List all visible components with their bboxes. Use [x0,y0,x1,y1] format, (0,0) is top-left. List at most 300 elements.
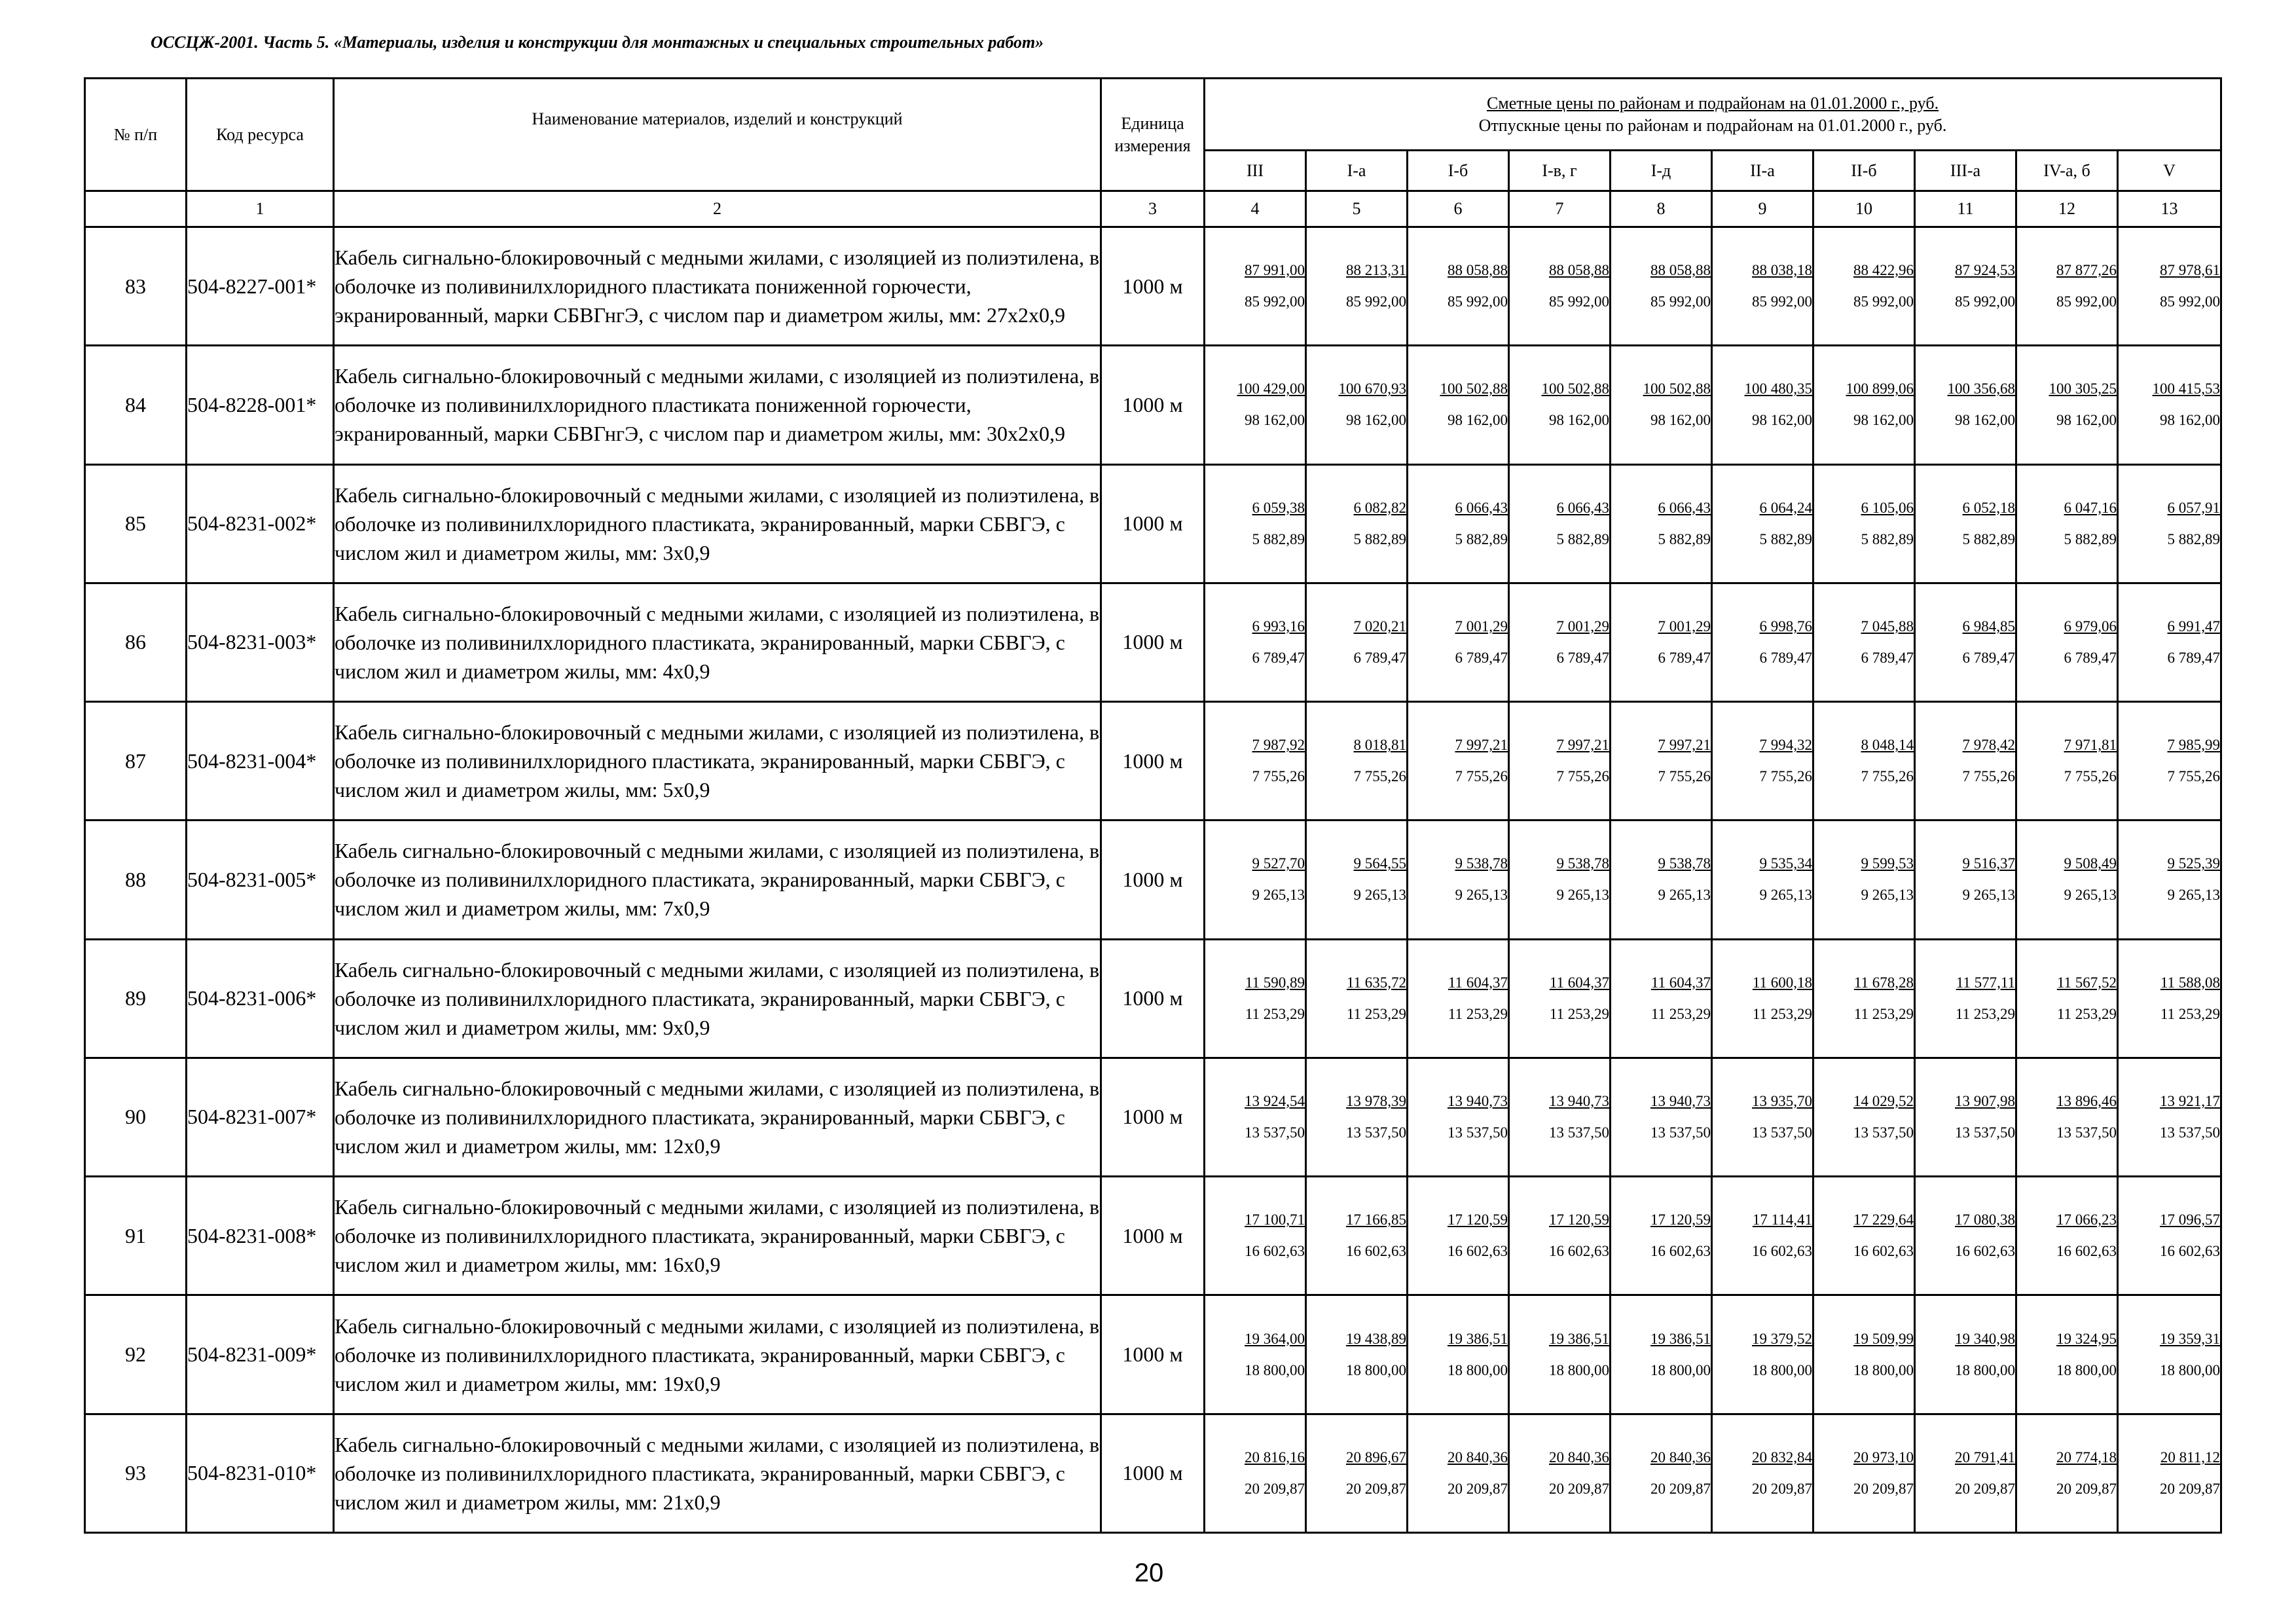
estimated-price: 19 379,52 [1752,1330,1812,1347]
wholesale-price: 18 800,00 [1245,1361,1305,1378]
wholesale-price: 98 162,00 [1245,412,1305,429]
price-cell [2016,1414,2118,1532]
region-header: II-б [1813,151,1915,191]
wholesale-price: 20 209,87 [1448,1480,1508,1497]
wholesale-price: 6 789,47 [1455,649,1508,666]
price-cell [1813,583,1915,701]
estimated-price: 7 987,92 [1252,737,1305,754]
estimated-price: 11 600,18 [1752,974,1812,991]
price-cell [1611,583,1712,701]
wholesale-price: 85 992,00 [1955,293,2015,310]
price-cell [1509,583,1611,701]
unit-of-measure: 1000 м [1101,939,1205,1058]
price-table [84,77,2222,1534]
wholesale-price: 11 253,29 [1245,1005,1305,1022]
wholesale-price: 13 537,50 [1955,1124,2015,1141]
wholesale-price: 16 602,63 [1650,1243,1711,1260]
price-cell [2118,1177,2221,1295]
price-cell [1915,821,2016,939]
estimated-price: 11 577,11 [1956,974,2015,991]
estimated-price: 13 940,73 [1650,1092,1711,1109]
column-number-cell: 13 [2118,191,2221,227]
price-cell [2118,702,2221,821]
estimated-price: 9 538,78 [1556,855,1609,872]
wholesale-price: 85 992,00 [1853,293,1914,310]
price-cell [1509,1295,1611,1414]
estimated-price: 9 538,78 [1455,855,1508,872]
column-number-cell: 12 [2016,191,2118,227]
wholesale-price: 85 992,00 [1448,293,1508,310]
price-cell [1712,464,1813,583]
wholesale-price: 7 755,26 [1353,768,1406,785]
row-number: 89 [85,939,187,1058]
estimated-price: 7 001,29 [1658,618,1711,635]
wholesale-price: 9 265,13 [1252,887,1305,904]
wholesale-price: 5 882,89 [1861,530,1914,547]
estimated-price: 17 120,59 [1549,1211,1609,1228]
wholesale-price: 13 537,50 [1448,1124,1508,1141]
estimated-price: 11 635,72 [1346,974,1406,991]
price-cell [1915,346,2016,464]
estimated-price: 7 985,99 [2167,737,2221,754]
wholesale-price: 11 253,29 [1650,1005,1711,1022]
price-cell [1712,583,1813,701]
price-cell [1813,1177,1915,1295]
wholesale-price: 9 265,13 [2064,887,2117,904]
row-number: 85 [85,464,187,583]
column-number-cell: 4 [1205,191,1306,227]
table-row [85,702,2221,821]
estimated-price: 6 059,38 [1252,499,1305,516]
row-number: 92 [85,1295,187,1414]
material-name: Кабель сигнально-блокировочный с медными жилами, с изоляцией из полиэтилена, в оболочке из поливинилхлоридного пластиката, экранированный, марки СБВГЭ, с числом жил и диаметром жилы, мм: 16х0,9 [334,1177,1101,1295]
wholesale-price: 9 265,13 [1455,887,1508,904]
region-header: II-а [1712,151,1813,191]
estimated-price: 13 935,70 [1752,1092,1812,1109]
estimated-price: 17 066,23 [2056,1211,2117,1228]
row-number: 87 [85,702,187,821]
column-number-cell: 9 [1712,191,1813,227]
price-cell [1915,702,2016,821]
unit-of-measure: 1000 м [1101,583,1205,701]
price-cell [1205,227,1306,346]
estimated-price: 88 058,88 [1448,262,1508,279]
wholesale-price: 5 882,89 [1556,530,1609,547]
price-cell [1611,1414,1712,1532]
price-cell [1306,227,1408,346]
price-cell [2016,939,2118,1058]
estimated-price: 11 604,37 [1448,974,1508,991]
column-number-cell: 10 [1813,191,1915,227]
price-cell [1205,1295,1306,1414]
unit-of-measure: 1000 м [1101,346,1205,464]
estimated-price: 6 105,06 [1861,499,1914,516]
price-cell [1408,583,1509,701]
price-cell [1306,702,1408,821]
price-cell [1712,1177,1813,1295]
price-cell [1611,346,1712,464]
estimated-price: 87 978,61 [2160,262,2221,279]
material-name: Кабель сигнально-блокировочный с медными жилами, с изоляцией из полиэтилена, в оболочке из поливинилхлоридного пластиката пониженной горючести, экранированный, марки СБВГнгЭ, с числом пар и диаметром жилы, мм: 30х2х0,9 [334,346,1101,464]
estimated-price: 13 940,73 [1549,1092,1609,1109]
price-cell [1915,1295,2016,1414]
price-cell [1509,464,1611,583]
estimated-price: 7 001,29 [1556,618,1609,635]
wholesale-price: 9 265,13 [1759,887,1812,904]
wholesale-price: 7 755,26 [1556,768,1609,785]
estimated-price: 13 907,98 [1955,1092,2015,1109]
price-cell [1611,702,1712,821]
price-cell [1205,1058,1306,1176]
wholesale-price: 20 209,87 [1955,1480,2015,1497]
wholesale-price: 85 992,00 [1549,293,1609,310]
table-row [85,227,2221,346]
price-cell [1915,464,2016,583]
wholesale-price: 16 602,63 [1752,1243,1812,1260]
row-number: 86 [85,583,187,701]
estimated-price: 19 386,51 [1650,1330,1711,1347]
estimated-price: 6 066,43 [1658,499,1711,516]
column-header-prices [1205,79,2221,151]
table-row [85,1177,2221,1295]
estimated-price: 6 998,76 [1759,618,1812,635]
estimated-price: 19 324,95 [2056,1330,2117,1347]
resource-code: 504-8231-004* [187,702,334,821]
prices-title: Сметные цены по районам и подрайонам на 01.01.2000 г., руб. [1486,93,1939,113]
price-cell [1509,702,1611,821]
wholesale-price: 85 992,00 [1650,293,1711,310]
wholesale-price: 7 755,26 [1658,768,1711,785]
row-number: 90 [85,1058,187,1176]
price-cell [1408,1177,1509,1295]
price-cell [1408,464,1509,583]
estimated-price: 13 924,54 [1245,1092,1305,1109]
wholesale-price: 11 253,29 [1853,1005,1914,1022]
wholesale-price: 7 755,26 [1455,768,1508,785]
material-name: Кабель сигнально-блокировочный с медными жилами, с изоляцией из полиэтилена, в оболочке из поливинилхлоридного пластиката, экранированный, марки СБВГЭ, с числом жил и диаметром жилы, мм: 21х0,9 [334,1414,1101,1532]
price-cell [1306,821,1408,939]
estimated-price: 88 422,96 [1853,262,1914,279]
estimated-price: 19 386,51 [1549,1330,1609,1347]
wholesale-price: 5 882,89 [1353,530,1406,547]
estimated-price: 6 991,47 [2167,618,2221,635]
column-number-cell: 1 [187,191,334,227]
price-cell [1509,939,1611,1058]
estimated-price: 100 429,00 [1237,380,1305,397]
prices-subtitle: Отпускные цены по районам и подрайонам на 01.01.2000 г., руб. [1478,115,1947,135]
estimated-price: 87 924,53 [1955,262,2015,279]
estimated-price: 17 120,59 [1448,1211,1508,1228]
price-cell [2016,227,2118,346]
resource-code: 504-8231-007* [187,1058,334,1176]
estimated-price: 19 340,98 [1955,1330,2015,1347]
wholesale-price: 7 755,26 [2167,768,2221,785]
price-cell [1205,821,1306,939]
wholesale-price: 13 537,50 [1346,1124,1406,1141]
wholesale-price: 98 162,00 [1853,412,1914,429]
wholesale-price: 20 209,87 [2160,1480,2221,1497]
wholesale-price: 20 209,87 [2056,1480,2117,1497]
estimated-price: 88 058,88 [1549,262,1609,279]
estimated-price: 100 502,88 [1541,380,1609,397]
wholesale-price: 16 602,63 [1853,1243,1914,1260]
region-header: V [2118,151,2221,191]
wholesale-price: 85 992,00 [1752,293,1812,310]
estimated-price: 20 840,36 [1549,1449,1609,1466]
wholesale-price: 16 602,63 [1955,1243,2015,1260]
estimated-price: 6 082,82 [1353,499,1406,516]
estimated-price: 100 670,93 [1338,380,1406,397]
price-cell [1408,1414,1509,1532]
estimated-price: 9 508,49 [2064,855,2117,872]
wholesale-price: 16 602,63 [2056,1243,2117,1260]
wholesale-price: 98 162,00 [1549,412,1609,429]
wholesale-price: 6 789,47 [1861,649,1914,666]
column-number-cell: 8 [1611,191,1712,227]
column-header-code: Код ресурса [187,79,334,191]
price-cell [1915,1177,2016,1295]
price-cell [1712,227,1813,346]
estimated-price: 6 064,24 [1759,499,1812,516]
column-number-cell [85,191,187,227]
price-cell [2118,1295,2221,1414]
table-row [85,1295,2221,1414]
wholesale-price: 16 602,63 [1245,1243,1305,1260]
resource-code: 504-8231-006* [187,939,334,1058]
estimated-price: 19 364,00 [1245,1330,1305,1347]
resource-code: 504-8231-008* [187,1177,334,1295]
estimated-price: 6 066,43 [1556,499,1609,516]
price-cell [1712,939,1813,1058]
wholesale-price: 11 253,29 [2160,1005,2221,1022]
estimated-price: 6 047,16 [2064,499,2117,516]
estimated-price: 11 604,37 [1650,974,1711,991]
price-cell [1712,346,1813,464]
estimated-price: 88 213,31 [1346,262,1406,279]
estimated-price: 7 997,21 [1658,737,1711,754]
estimated-price: 20 973,10 [1853,1449,1914,1466]
price-cell [2016,1058,2118,1176]
estimated-price: 87 877,26 [2056,262,2117,279]
estimated-price: 13 978,39 [1346,1092,1406,1109]
price-cell [1611,821,1712,939]
wholesale-price: 9 265,13 [2167,887,2221,904]
price-cell [2118,1414,2221,1532]
price-cell [1408,1058,1509,1176]
wholesale-price: 20 209,87 [1346,1480,1406,1497]
estimated-price: 20 832,84 [1752,1449,1812,1466]
estimated-price: 7 997,21 [1556,737,1609,754]
price-cell [1509,1414,1611,1532]
price-cell [2118,346,2221,464]
page-number: 20 [1134,1559,1164,1587]
column-number-cell: 3 [1101,191,1205,227]
column-header-unit: Единица измерения [1101,79,1205,191]
wholesale-price: 11 253,29 [1549,1005,1609,1022]
column-number-cell: 11 [1915,191,2016,227]
estimated-price: 17 080,38 [1955,1211,2015,1228]
wholesale-price: 18 800,00 [2160,1361,2221,1378]
estimated-price: 11 588,08 [2160,974,2221,991]
price-cell [1306,346,1408,464]
price-cell [1205,346,1306,464]
wholesale-price: 6 789,47 [2167,649,2221,666]
estimated-price: 11 590,89 [1245,974,1305,991]
wholesale-price: 13 537,50 [1853,1124,1914,1141]
wholesale-price: 9 265,13 [1353,887,1406,904]
price-cell [1611,1295,1712,1414]
wholesale-price: 5 882,89 [1658,530,1711,547]
estimated-price: 7 001,29 [1455,618,1508,635]
wholesale-price: 5 882,89 [1759,530,1812,547]
wholesale-price: 16 602,63 [1448,1243,1508,1260]
table-row [85,821,2221,939]
estimated-price: 6 979,06 [2064,618,2117,635]
table-row [85,346,2221,464]
wholesale-price: 98 162,00 [1448,412,1508,429]
price-cell [1205,939,1306,1058]
resource-code: 504-8231-010* [187,1414,334,1532]
price-cell [1813,821,1915,939]
estimated-price: 11 604,37 [1549,974,1609,991]
price-cell [1408,939,1509,1058]
price-cell [1813,464,1915,583]
unit-of-measure: 1000 м [1101,464,1205,583]
material-name: Кабель сигнально-блокировочный с медными жилами, с изоляцией из полиэтилена, в оболочке из поливинилхлоридного пластиката, экранированный, марки СБВГЭ, с числом жил и диаметром жилы, мм: 9х0,9 [334,939,1101,1058]
price-cell [1813,702,1915,821]
wholesale-price: 20 209,87 [1752,1480,1812,1497]
wholesale-price: 98 162,00 [2056,412,2117,429]
price-cell [1915,583,2016,701]
estimated-price: 7 045,88 [1861,618,1914,635]
price-cell [1306,1295,1408,1414]
price-cell [1408,702,1509,821]
region-header: I-б [1408,151,1509,191]
region-header: I-д [1611,151,1712,191]
estimated-price: 100 305,25 [2049,380,2117,397]
estimated-price: 19 438,89 [1346,1330,1406,1347]
table-row [85,464,2221,583]
price-cell [1915,1414,2016,1532]
wholesale-price: 98 162,00 [1955,412,2015,429]
wholesale-price: 6 789,47 [1353,649,1406,666]
row-number: 88 [85,821,187,939]
resource-code: 504-8227-001* [187,227,334,346]
wholesale-price: 5 882,89 [2167,530,2221,547]
wholesale-price: 9 265,13 [1658,887,1711,904]
resource-code: 504-8231-003* [187,583,334,701]
wholesale-price: 18 800,00 [1448,1361,1508,1378]
estimated-price: 7 978,42 [1962,737,2015,754]
row-number: 84 [85,346,187,464]
row-number: 91 [85,1177,187,1295]
material-name: Кабель сигнально-блокировочный с медными жилами, с изоляцией из полиэтилена, в оболочке из поливинилхлоридного пластиката, экранированный, марки СБВГЭ, с числом жил и диаметром жилы, мм: 3х0,9 [334,464,1101,583]
region-header: I-а [1306,151,1408,191]
wholesale-price: 18 800,00 [1549,1361,1609,1378]
unit-of-measure: 1000 м [1101,1295,1205,1414]
price-cell [2016,464,2118,583]
document-header: ОССЦЖ-2001. Часть 5. «Материалы, изделия и конструкции для монтажных и специальных строительных работ» [151,33,1044,52]
price-cell [2016,346,2118,464]
unit-of-measure: 1000 м [1101,227,1205,346]
wholesale-price: 7 755,26 [1962,768,2015,785]
estimated-price: 9 599,53 [1861,855,1914,872]
price-cell [1611,227,1712,346]
estimated-price: 20 816,16 [1245,1449,1305,1466]
estimated-price: 7 971,81 [2064,737,2117,754]
wholesale-price: 16 602,63 [1549,1243,1609,1260]
price-cell [2118,1058,2221,1176]
price-cell [1813,1058,1915,1176]
price-cell [1509,346,1611,464]
column-number-cell: 7 [1509,191,1611,227]
row-number: 93 [85,1414,187,1532]
price-cell [1205,702,1306,821]
wholesale-price: 6 789,47 [1556,649,1609,666]
material-name: Кабель сигнально-блокировочный с медными жилами, с изоляцией из полиэтилена, в оболочке из поливинилхлоридного пластиката, экранированный, марки СБВГЭ, с числом жил и диаметром жилы, мм: 5х0,9 [334,702,1101,821]
price-cell [1306,939,1408,1058]
wholesale-price: 13 537,50 [1549,1124,1609,1141]
wholesale-price: 6 789,47 [1252,649,1305,666]
table-row [85,583,2221,701]
price-cell [2016,702,2118,821]
wholesale-price: 7 755,26 [1759,768,1812,785]
wholesale-price: 18 800,00 [1955,1361,2015,1378]
estimated-price: 100 899,06 [1846,380,1914,397]
estimated-price: 6 066,43 [1455,499,1508,516]
estimated-price: 88 038,18 [1752,262,1812,279]
price-cell [1712,1058,1813,1176]
estimated-price: 17 114,41 [1752,1211,1812,1228]
estimated-price: 17 096,57 [2160,1211,2221,1228]
wholesale-price: 20 209,87 [1549,1480,1609,1497]
price-cell [2016,1177,2118,1295]
estimated-price: 100 356,68 [1947,380,2015,397]
price-cell [1915,1058,2016,1176]
estimated-price: 13 896,46 [2056,1092,2117,1109]
resource-code: 504-8231-005* [187,821,334,939]
wholesale-price: 11 253,29 [1346,1005,1406,1022]
region-header: IV-а, б [2016,151,2118,191]
wholesale-price: 16 602,63 [1346,1243,1406,1260]
wholesale-price: 11 253,29 [1955,1005,2015,1022]
price-cell [2118,583,2221,701]
wholesale-price: 98 162,00 [1346,412,1406,429]
wholesale-price: 18 800,00 [1346,1361,1406,1378]
estimated-price: 9 527,70 [1252,855,1305,872]
price-cell [2118,821,2221,939]
wholesale-price: 20 209,87 [1650,1480,1711,1497]
price-cell [1611,939,1712,1058]
wholesale-price: 11 253,29 [1448,1005,1508,1022]
price-cell [1813,1295,1915,1414]
price-cell [1915,939,2016,1058]
price-cell [1712,1295,1813,1414]
unit-of-measure: 1000 м [1101,821,1205,939]
price-cell [1408,227,1509,346]
price-cell [1813,939,1915,1058]
wholesale-price: 18 800,00 [1853,1361,1914,1378]
estimated-price: 87 991,00 [1245,262,1305,279]
wholesale-price: 20 209,87 [1245,1480,1305,1497]
wholesale-price: 11 253,29 [2056,1005,2117,1022]
price-cell [1712,702,1813,821]
unit-of-measure: 1000 м [1101,1177,1205,1295]
wholesale-price: 5 882,89 [2064,530,2117,547]
price-cell [1306,1414,1408,1532]
estimated-price: 7 020,21 [1353,618,1406,635]
price-cell [1205,583,1306,701]
